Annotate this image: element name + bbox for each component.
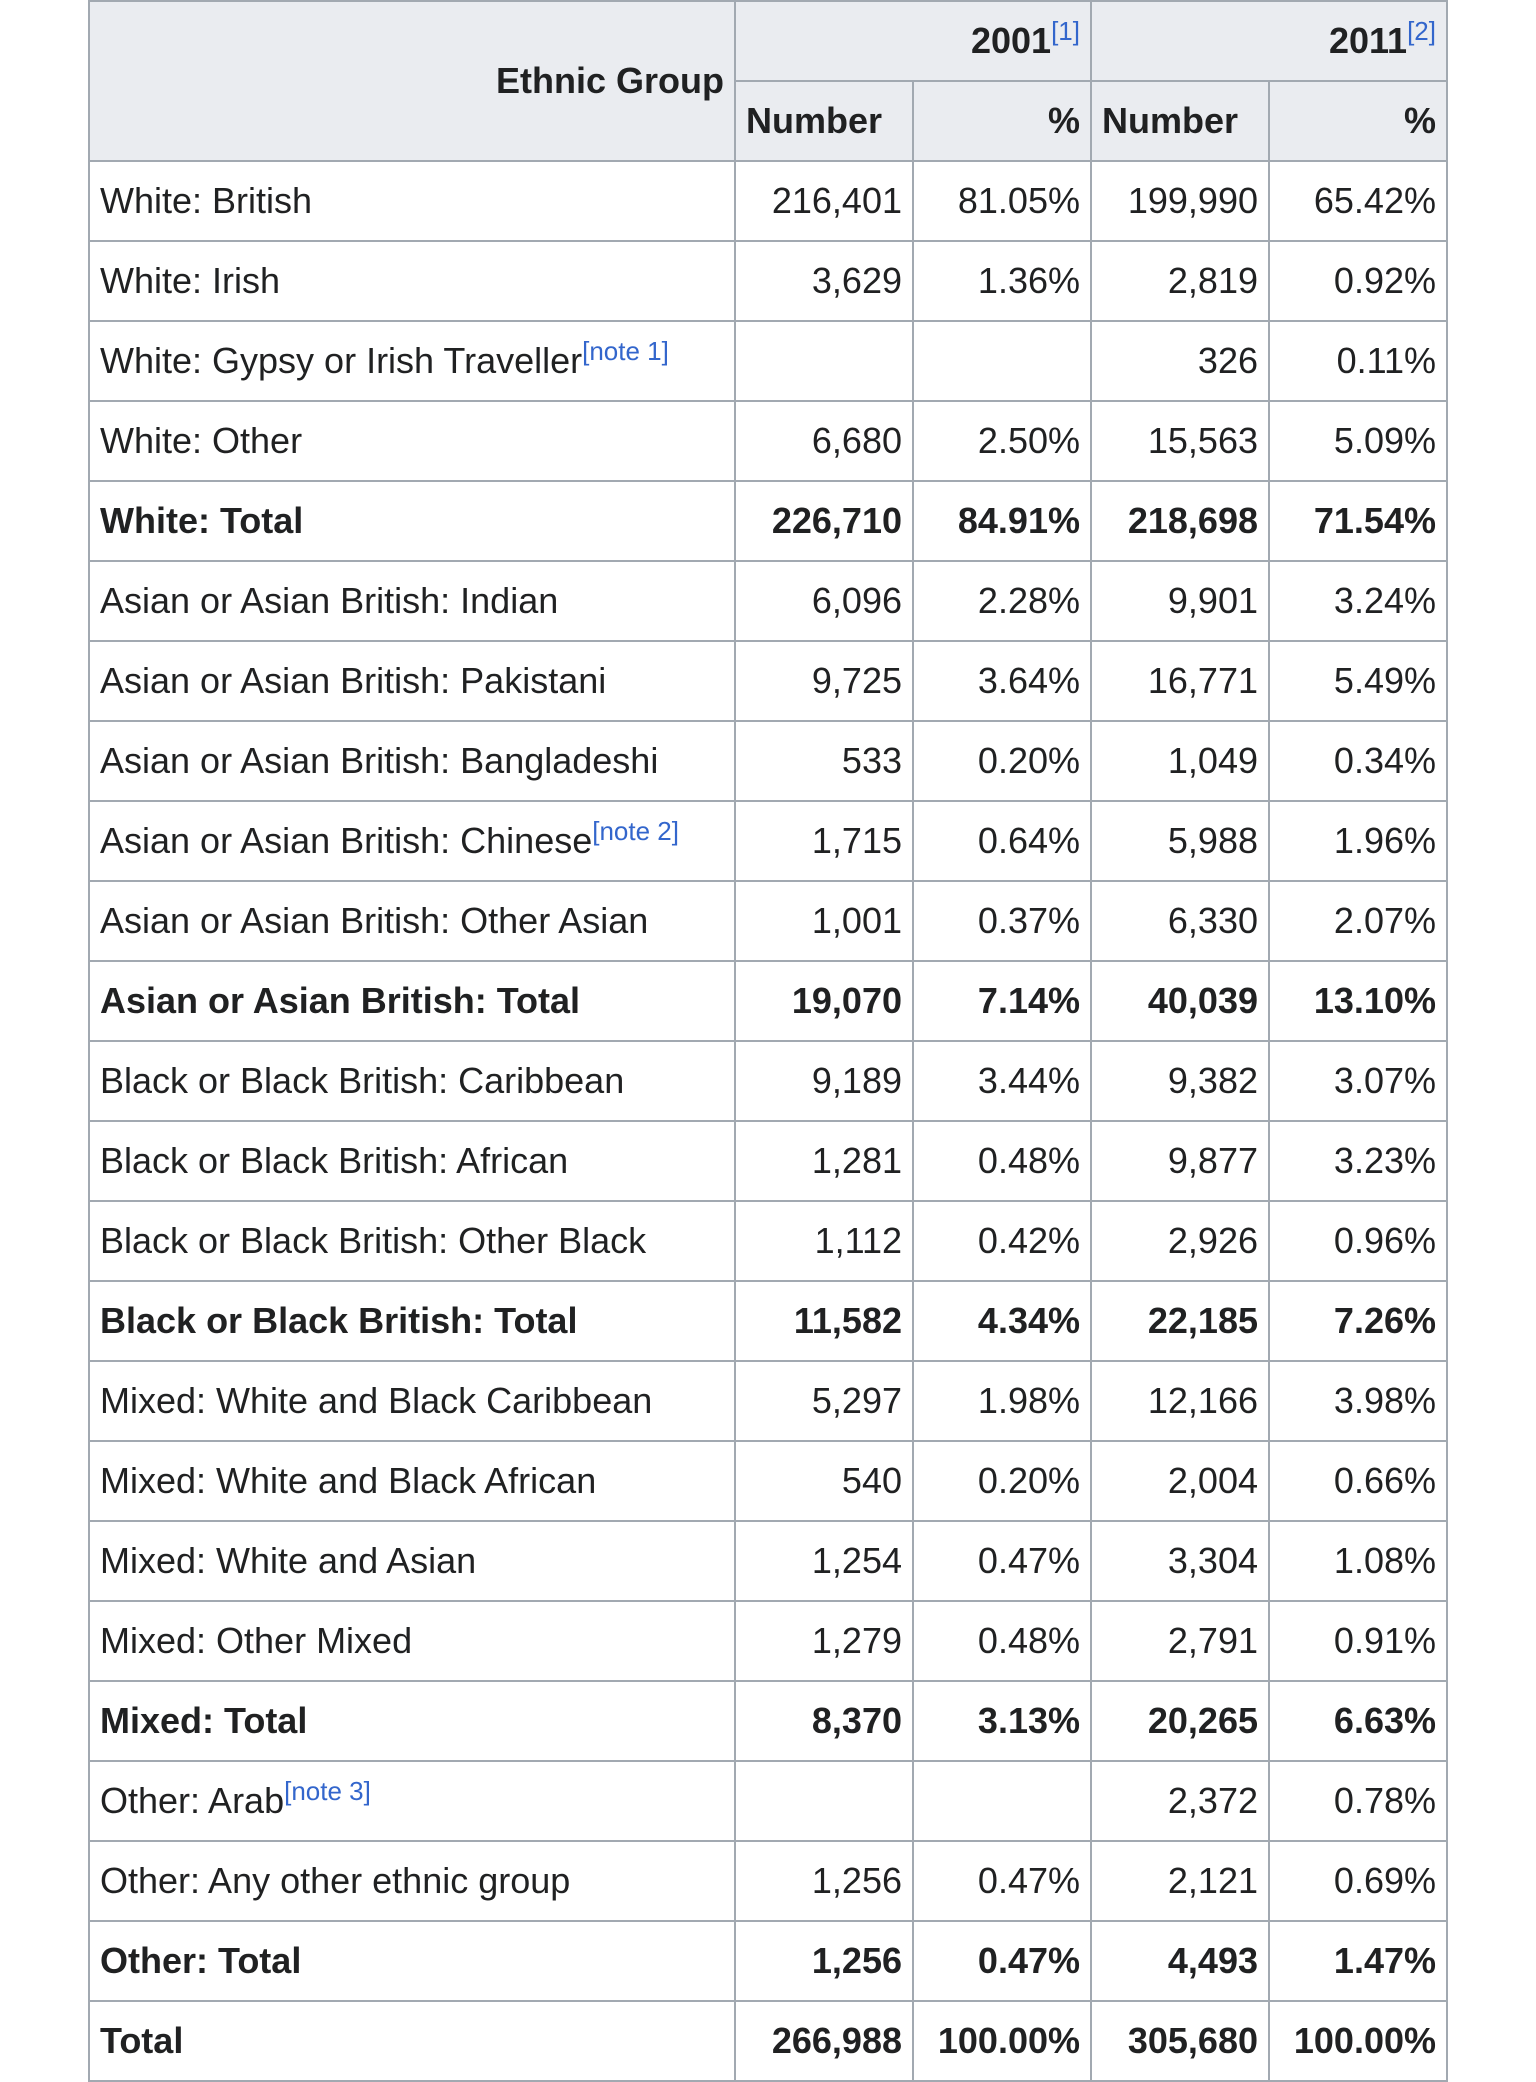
number-2001-cell: 19,070 (735, 961, 913, 1041)
percent-2001-cell: 84.91% (913, 481, 1091, 561)
number-2001-cell: 266,988 (735, 2001, 913, 2081)
ethnic-group-cell (89, 1601, 735, 1681)
number-2011-cell: 2,121 (1091, 1841, 1269, 1921)
ethnic-group-label: Black or Black British: Other Black (100, 1220, 647, 1261)
number-2001-cell: 5,297 (735, 1361, 913, 1441)
percent-2011-cell: 6.63% (1269, 1681, 1447, 1761)
ethnic-group-cell (89, 241, 735, 321)
percent-2001-cell: 100.00% (913, 2001, 1091, 2081)
number-2011-cell: 40,039 (1091, 961, 1269, 1041)
number-2001-cell: 1,112 (735, 1201, 913, 1281)
ethnic-group-cell (89, 1761, 735, 1841)
table-row (89, 1121, 1447, 1201)
number-2011-cell: 305,680 (1091, 2001, 1269, 2081)
percent-2001-cell (913, 321, 1091, 401)
ethnic-group-cell (89, 561, 735, 641)
ethnic-group-label: Asian or Asian British: Other Asian (100, 900, 649, 941)
ethnic-group-cell (89, 1681, 735, 1761)
ref-link-2[interactable]: [2] (1407, 16, 1436, 46)
percent-2001-cell: 1.98% (913, 1361, 1091, 1441)
ethnic-group-label: Asian or Asian British: Chinese (100, 820, 593, 861)
number-2011-cell: 16,771 (1091, 641, 1269, 721)
ethnic-group-cell (89, 1041, 735, 1121)
number-2001-cell: 9,189 (735, 1041, 913, 1121)
number-2011-cell: 6,330 (1091, 881, 1269, 961)
ethnic-group-label: White: Total (100, 500, 304, 541)
percent-2001-cell: 3.44% (913, 1041, 1091, 1121)
ethnic-group-cell (89, 1521, 735, 1601)
ethnic-group-label: Asian or Asian British: Bangladeshi (100, 740, 659, 781)
number-2001-cell: 533 (735, 721, 913, 801)
number-2011-cell: 2,372 (1091, 1761, 1269, 1841)
table-row (89, 1201, 1447, 1281)
percent-2001-cell: 1.36% (913, 241, 1091, 321)
ethnic-group-cell (89, 961, 735, 1041)
ethnic-group-label: Mixed: Other Mixed (100, 1620, 413, 1661)
number-2011-cell: 9,901 (1091, 561, 1269, 641)
percent-2001-cell: 0.64% (913, 801, 1091, 881)
ethnicity-table (88, 0, 1448, 2082)
percent-2001-cell: 3.13% (913, 1681, 1091, 1761)
table-total-row (89, 1281, 1447, 1361)
number-2001-cell: 11,582 (735, 1281, 913, 1361)
number-2011-cell: 5,988 (1091, 801, 1269, 881)
percent-2011-cell: 3.23% (1269, 1121, 1447, 1201)
number-2001-cell: 9,725 (735, 641, 913, 721)
ethnic-group-label: Other: Total (100, 1940, 302, 1981)
number-2001-cell: 1,256 (735, 1921, 913, 2001)
year-2011-header (1091, 1, 1447, 81)
ethnic-group-cell (89, 641, 735, 721)
ethnic-group-label: Mixed: White and Asian (100, 1540, 477, 1581)
number-2001-cell: 1,001 (735, 881, 913, 961)
table-row (89, 1361, 1447, 1441)
ethnic-group-label: Black or Black British: African (100, 1140, 569, 1181)
number-2001-cell: 1,256 (735, 1841, 913, 1921)
ethnic-group-cell (89, 2001, 735, 2081)
percent-2011-cell: 2.07% (1269, 881, 1447, 961)
note-link[interactable]: [note 3] (284, 1776, 371, 1806)
table-total-row (89, 1681, 1447, 1761)
number-2001-cell: 8,370 (735, 1681, 913, 1761)
table-row (89, 1841, 1447, 1921)
percent-2011-cell: 3.07% (1269, 1041, 1447, 1121)
ethnic-group-header: Ethnic Group (89, 1, 735, 161)
table-container (88, 0, 1448, 2082)
percent-2011-cell: 0.91% (1269, 1601, 1447, 1681)
percent-2001-cell: 0.48% (913, 1601, 1091, 1681)
year-2001-label: 2001 (970, 20, 1052, 61)
table-row (89, 1441, 1447, 1521)
ethnic-group-cell (89, 1361, 735, 1441)
table-row (89, 881, 1447, 961)
ethnic-group-cell (89, 321, 735, 401)
percent-2001-cell: 3.64% (913, 641, 1091, 721)
percent-2011-cell: 0.69% (1269, 1841, 1447, 1921)
percent-2011-cell: 5.49% (1269, 641, 1447, 721)
number-2001-cell: 6,680 (735, 401, 913, 481)
percent-2001-cell: 0.42% (913, 1201, 1091, 1281)
ethnic-group-cell (89, 481, 735, 561)
percent-2011-cell: 1.47% (1269, 1921, 1447, 2001)
percent-2011-header: % (1269, 81, 1447, 161)
ethnic-group-label: Black or Black British: Caribbean (100, 1060, 625, 1101)
number-2001-cell: 6,096 (735, 561, 913, 641)
percent-2011-cell: 0.34% (1269, 721, 1447, 801)
number-2011-cell: 22,185 (1091, 1281, 1269, 1361)
ethnic-group-label: Black or Black British: Total (100, 1300, 578, 1341)
number-2001-cell (735, 321, 913, 401)
number-2011-cell: 4,493 (1091, 1921, 1269, 2001)
ethnic-group-cell (89, 1281, 735, 1361)
table-row (89, 721, 1447, 801)
ethnic-group-label: Asian or Asian British: Pakistani (100, 660, 607, 701)
ethnic-group-label: White: British (100, 180, 313, 221)
number-2011-cell: 9,877 (1091, 1121, 1269, 1201)
ethnic-group-cell (89, 161, 735, 241)
number-2011-cell: 12,166 (1091, 1361, 1269, 1441)
ethnic-group-cell (89, 1441, 735, 1521)
number-2011-cell: 218,698 (1091, 481, 1269, 561)
year-2001-header (735, 1, 1091, 81)
ethnic-group-cell (89, 881, 735, 961)
percent-2011-cell: 0.78% (1269, 1761, 1447, 1841)
table-total-row (89, 481, 1447, 561)
number-2001-cell: 1,715 (735, 801, 913, 881)
table-body (89, 161, 1447, 2081)
year-2011-label: 2011 (1328, 20, 1408, 61)
ethnic-group-cell (89, 1121, 735, 1201)
percent-2011-cell: 1.96% (1269, 801, 1447, 881)
number-2011-cell: 9,382 (1091, 1041, 1269, 1121)
ethnic-group-label: Asian or Asian British: Total (100, 980, 581, 1021)
table-row (89, 1601, 1447, 1681)
number-2011-header: Number (1091, 81, 1269, 161)
table-row (89, 561, 1447, 641)
table-row (89, 241, 1447, 321)
ethnic-group-label: Asian or Asian British: Indian (100, 580, 559, 621)
ethnic-group-cell (89, 721, 735, 801)
number-2011-cell: 2,004 (1091, 1441, 1269, 1521)
ethnic-group-cell (89, 801, 735, 881)
note-link[interactable]: [note 2] (592, 816, 679, 846)
percent-2001-cell (913, 1761, 1091, 1841)
table-total-row (89, 961, 1447, 1041)
table-total-row (89, 1921, 1447, 2001)
percent-2011-cell: 13.10% (1269, 961, 1447, 1041)
number-2001-cell: 1,279 (735, 1601, 913, 1681)
table-row (89, 321, 1447, 401)
percent-2001-cell: 81.05% (913, 161, 1091, 241)
percent-2011-cell: 0.11% (1269, 321, 1447, 401)
note-link[interactable]: [note 1] (582, 336, 669, 366)
percent-2011-cell: 1.08% (1269, 1521, 1447, 1601)
ethnic-group-cell (89, 1921, 735, 2001)
ethnic-group-cell (89, 1841, 735, 1921)
number-2011-cell: 3,304 (1091, 1521, 1269, 1601)
ethnic-group-label: White: Irish (100, 260, 281, 301)
table-row (89, 641, 1447, 721)
number-2001-cell: 1,254 (735, 1521, 913, 1601)
percent-2001-cell: 0.20% (913, 1441, 1091, 1521)
percent-2001-cell: 2.50% (913, 401, 1091, 481)
number-2011-cell: 326 (1091, 321, 1269, 401)
percent-2011-cell: 100.00% (1269, 2001, 1447, 2081)
percent-2001-cell: 0.20% (913, 721, 1091, 801)
percent-2001-cell: 2.28% (913, 561, 1091, 641)
ethnic-group-label: Other: Any other ethnic group (100, 1860, 571, 1901)
percent-2011-cell: 3.24% (1269, 561, 1447, 641)
percent-2011-cell: 0.92% (1269, 241, 1447, 321)
ethnic-group-label: White: Gypsy or Irish Traveller (100, 340, 583, 381)
number-2011-cell: 2,819 (1091, 241, 1269, 321)
table-row (89, 1761, 1447, 1841)
number-2001-cell: 540 (735, 1441, 913, 1521)
number-2011-cell: 20,265 (1091, 1681, 1269, 1761)
percent-2001-cell: 0.48% (913, 1121, 1091, 1201)
percent-2011-cell: 5.09% (1269, 401, 1447, 481)
ethnic-group-label: Mixed: White and Black Caribbean (100, 1380, 653, 1421)
percent-2011-cell: 71.54% (1269, 481, 1447, 561)
percent-2011-cell: 7.26% (1269, 1281, 1447, 1361)
ref-link-1[interactable]: [1] (1051, 16, 1080, 46)
ethnic-group-label: White: Other (100, 420, 303, 461)
ethnic-group-label: Other: Arab (100, 1780, 285, 1821)
percent-2001-header: % (913, 81, 1091, 161)
number-2011-cell: 2,791 (1091, 1601, 1269, 1681)
number-2001-header: Number (735, 81, 913, 161)
table-row (89, 161, 1447, 241)
percent-2011-cell: 3.98% (1269, 1361, 1447, 1441)
table-total-row (89, 2001, 1447, 2081)
number-2001-cell: 1,281 (735, 1121, 913, 1201)
number-2001-cell: 216,401 (735, 161, 913, 241)
percent-2001-cell: 0.47% (913, 1841, 1091, 1921)
ethnic-group-cell (89, 1201, 735, 1281)
number-2011-cell: 2,926 (1091, 1201, 1269, 1281)
ethnic-group-label: Mixed: White and Black African (100, 1460, 597, 1501)
number-2011-cell: 1,049 (1091, 721, 1269, 801)
percent-2001-cell: 0.37% (913, 881, 1091, 961)
percent-2001-cell: 0.47% (913, 1521, 1091, 1601)
ethnic-group-label: Total (100, 2020, 184, 2061)
percent-2011-cell: 65.42% (1269, 161, 1447, 241)
ethnic-group-label: Mixed: Total (100, 1700, 308, 1741)
percent-2011-cell: 0.96% (1269, 1201, 1447, 1281)
number-2001-cell: 3,629 (735, 241, 913, 321)
ethnic-group-cell (89, 401, 735, 481)
table-row (89, 401, 1447, 481)
number-2001-cell: 226,710 (735, 481, 913, 561)
percent-2001-cell: 0.47% (913, 1921, 1091, 2001)
number-2011-cell: 199,990 (1091, 161, 1269, 241)
table-row (89, 1521, 1447, 1601)
percent-2001-cell: 7.14% (913, 961, 1091, 1041)
percent-2011-cell: 0.66% (1269, 1441, 1447, 1521)
number-2011-cell: 15,563 (1091, 401, 1269, 481)
number-2001-cell (735, 1761, 913, 1841)
percent-2001-cell: 4.34% (913, 1281, 1091, 1361)
table-row (89, 1041, 1447, 1121)
table-row (89, 801, 1447, 881)
